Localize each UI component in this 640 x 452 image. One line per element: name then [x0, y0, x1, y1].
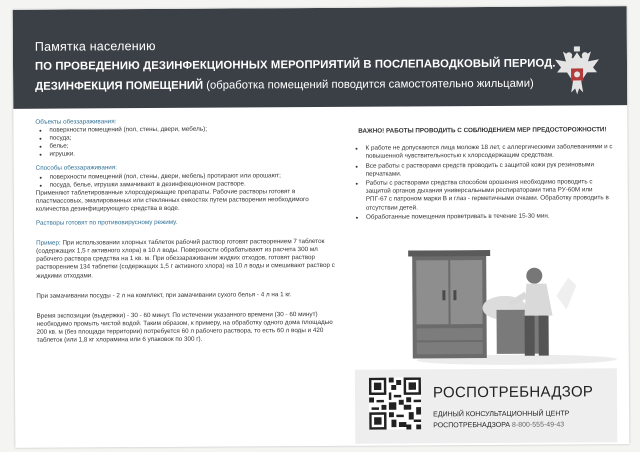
list-item: • Обработанные помещения проветривать в течение 15-30 мин. [366, 212, 614, 222]
hotline-phone: 8-800-555-49-43 [512, 421, 565, 429]
header-banner [13, 6, 628, 109]
org-name: РОСПОТРЕБНАДЗОРА [433, 421, 511, 430]
hotline-line [433, 422, 564, 430]
list-item: • посуда; [49, 133, 335, 143]
objects-list [35, 125, 335, 159]
safety-rules-list [351, 143, 613, 221]
right-column [351, 126, 614, 223]
ready-note: Растворы готовят по противовирусному режиму. [35, 218, 178, 227]
memo-subtitle [35, 78, 534, 93]
list-item: • К работе не допускаются лица моложе 18 лет, с аллергическими заболеваниями и с повышенной чувствительностью к хлорсодержащим средствам. [365, 143, 613, 161]
list-item: • посуда, белье, игрушки замачивают в дезинфекционном растворе. [50, 180, 336, 190]
person-spraying-wardrobe-icon [406, 249, 617, 366]
memo-kicker: Памятка населению [34, 39, 156, 54]
double-headed-eagle-emblem-icon [549, 42, 605, 98]
methods-note: Применяют таблетированные хлорсодержащие препараты. Рабочие растворы готовят в пластмассовых, эмалированных или стеклянных емкостях путем растворения необходимого количества дезинфицирующего средства в воде. [35, 187, 309, 213]
example-label: Пример: [36, 239, 61, 247]
list-item: • игрушки. [50, 149, 336, 159]
qr-code-icon [369, 377, 421, 429]
brand-footer [355, 368, 617, 444]
soak-note: При замачивании посуды - 2 л на комплект, при замачивании сухого белья - 4 л на 1 кг. [36, 290, 292, 300]
list-item: • белье; [49, 141, 335, 151]
list-item: • Работы с растворами средства способом орошения необходимо проводить с защитой органов дыхания универсальными респираторами типа РУ-60М или РПГ-67 с патроном марки В и глаз - герметичными очками. Обработку проводить в отсутствии детей. [366, 178, 614, 212]
memo-subtitle-rest: (обработка помещений поводится самостоятельно жильцами) [203, 77, 534, 92]
example-paragraph [36, 238, 336, 280]
list-item: • поверхности помещений (пол, стены, двери, мебель) протирают или орошают; [50, 171, 336, 181]
methods-list [36, 171, 336, 189]
memo-sheet [13, 6, 630, 448]
warning-heading: ВАЖНО! РАБОТЫ ПРОВОДИТЬ С СОБЛЮДЕНИЕМ МЕР ПРЕДОСТОРОЖНОСТИ! [358, 126, 607, 135]
list-item: • Все работы с растворами средств проводить с защитой кожи рук резиновыми перчатками. [366, 161, 614, 179]
brand-name: РОСПОТРЕБНАДЗОР [432, 383, 594, 402]
memo-title: ПО ПРОВЕДЕНИЮ ДЕЗИНФЕКЦИОННЫХ МЕРОПРИЯТИЙ В ПОСЛЕПАВОДКОВЫЙ ПЕРИОД. [34, 57, 556, 73]
left-column [35, 117, 336, 345]
example-text: При использовании хлорных таблеток рабочий раствор готовят растворением 7 таблеток (содержащих 1,5 г активного хлора) в 10 л воды. Поверхности обрабатывают из расчета 300 мл рабочего раствора средства на 1 кв. м. При обеззараживании жидких отходов, готовят раствор растворением 134 таблетки (содержащих 1,5 г активного хлора) на 10 л воды и смешивают раствор с жидкими отходами. [36, 238, 335, 280]
list-item: • поверхности помещений (пол, стены, двери, мебель); [49, 125, 335, 135]
memo-subtitle-bold: ДЕЗИНФЕКЦИЯ ПОМЕЩЕНИЙ [35, 79, 204, 93]
methods-heading: Способы обеззараживания: [35, 164, 118, 173]
consult-center-line: ЕДИНЫЙ КОНСУЛЬТАЦИОННЫЙ ЦЕНТР [433, 410, 570, 419]
objects-heading: Объекты обеззараживания: [35, 118, 117, 126]
exposure-note: Время экспозиции (выдержки) - 30 - 60 минут. По истечении указанного времени (30 - 60 минут) необходимо промыть чистой водой. Таким образом, к примеру, на обработку одного дома площадью 200 кв. м (без площади территории) потребуется 60 л рабочего раствора, то есть 60 л воды и 420 таблеток (или 1,8 кг хлорамина или 6 упаковок по 300 г). [36, 310, 333, 344]
